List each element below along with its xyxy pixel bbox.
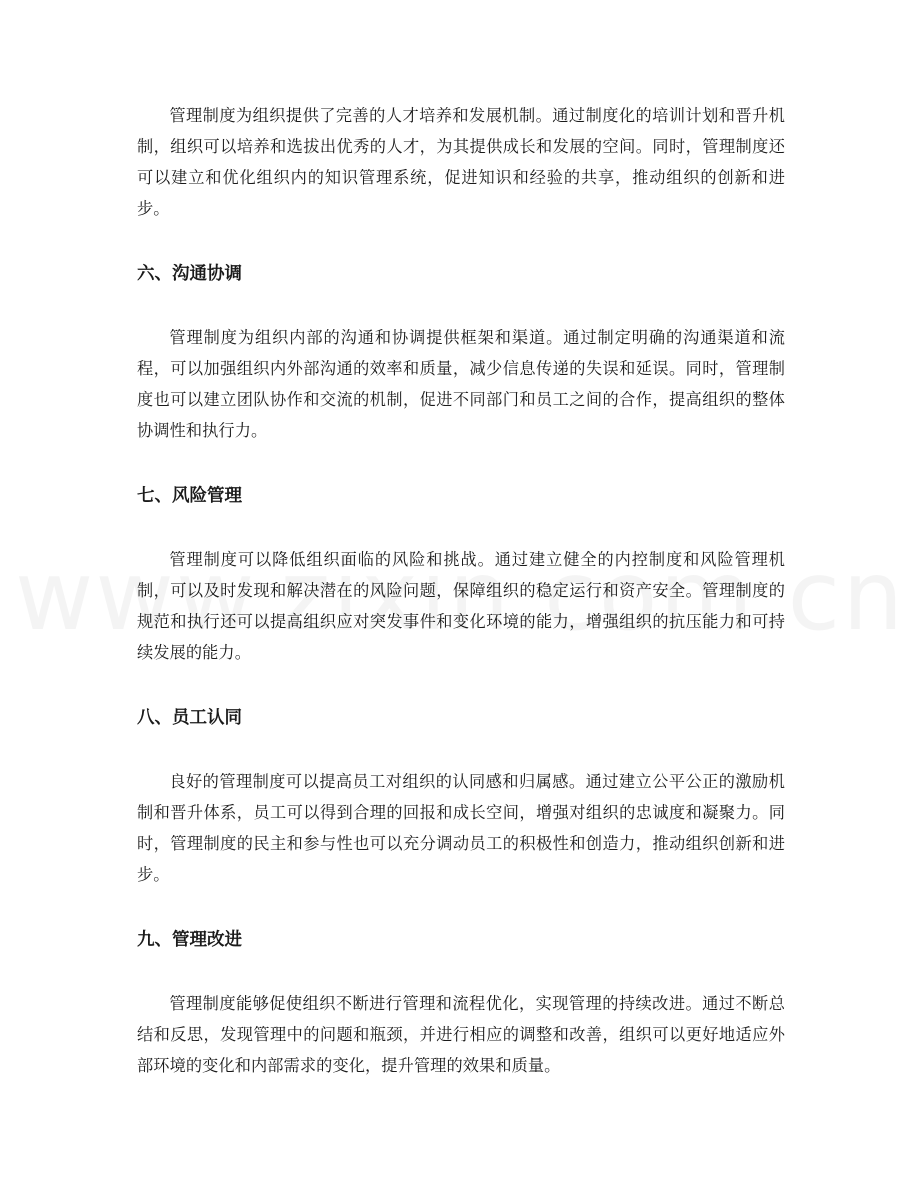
section-heading-management-improvement: 九、管理改进	[137, 930, 242, 950]
paragraph-risk-management: 管理制度可以降低组织面临的风险和挑战。通过建立健全的内控制度和风险管理机制，可以及时发现和解决潜在的风险问题，保障组织的稳定运行和资产安全。管理制度的规范和执行还可以提高组织应对突发事件和变化环境的能力，增强组织的抗压能力和可持续发展的能力。	[137, 550, 785, 662]
paragraph-employee-identity: 良好的管理制度可以提高员工对组织的认同感和归属感。通过建立公平公正的激励机制和晋升体系，员工可以得到合理的回报和成长空间，增强对组织的忠诚度和凝聚力。同时，管理制度的民主和参与性也可以充分调动员工的积极性和创造力，推动组织创新和进步。	[137, 772, 785, 884]
section-heading-employee-identity: 八、员工认同	[137, 708, 242, 728]
paragraph-talent-development: 管理制度为组织提供了完善的人才培养和发展机制。通过制度化的培训计划和晋升机制，组织可以培养和选拔出优秀的人才，为其提供成长和发展的空间。同时，管理制度还可以建立和优化组织内的知识管理系统，促进知识和经验的共享，推动组织的创新和进步。	[137, 106, 785, 218]
paragraph-communication: 管理制度为组织内部的沟通和协调提供框架和渠道。通过制定明确的沟通渠道和流程，可以加强组织内外部沟通的效率和质量，减少信息传递的失误和延误。同时，管理制度也可以建立团队协作和交流的机制，促进不同部门和员工之间的合作，提高组织的整体协调性和执行力。	[137, 328, 785, 440]
paragraph-management-improvement: 管理制度能够促使组织不断进行管理和流程优化，实现管理的持续改进。通过不断总结和反思，发现管理中的问题和瓶颈，并进行相应的调整和改善，组织可以更好地适应外部环境的变化和内部需求的变化，提升管理的效果和质量。	[137, 994, 785, 1075]
document-body	[137, 100, 785, 1081]
section-heading-risk-management: 七、风险管理	[137, 486, 242, 506]
section-heading-communication: 六、沟通协调	[137, 264, 242, 284]
